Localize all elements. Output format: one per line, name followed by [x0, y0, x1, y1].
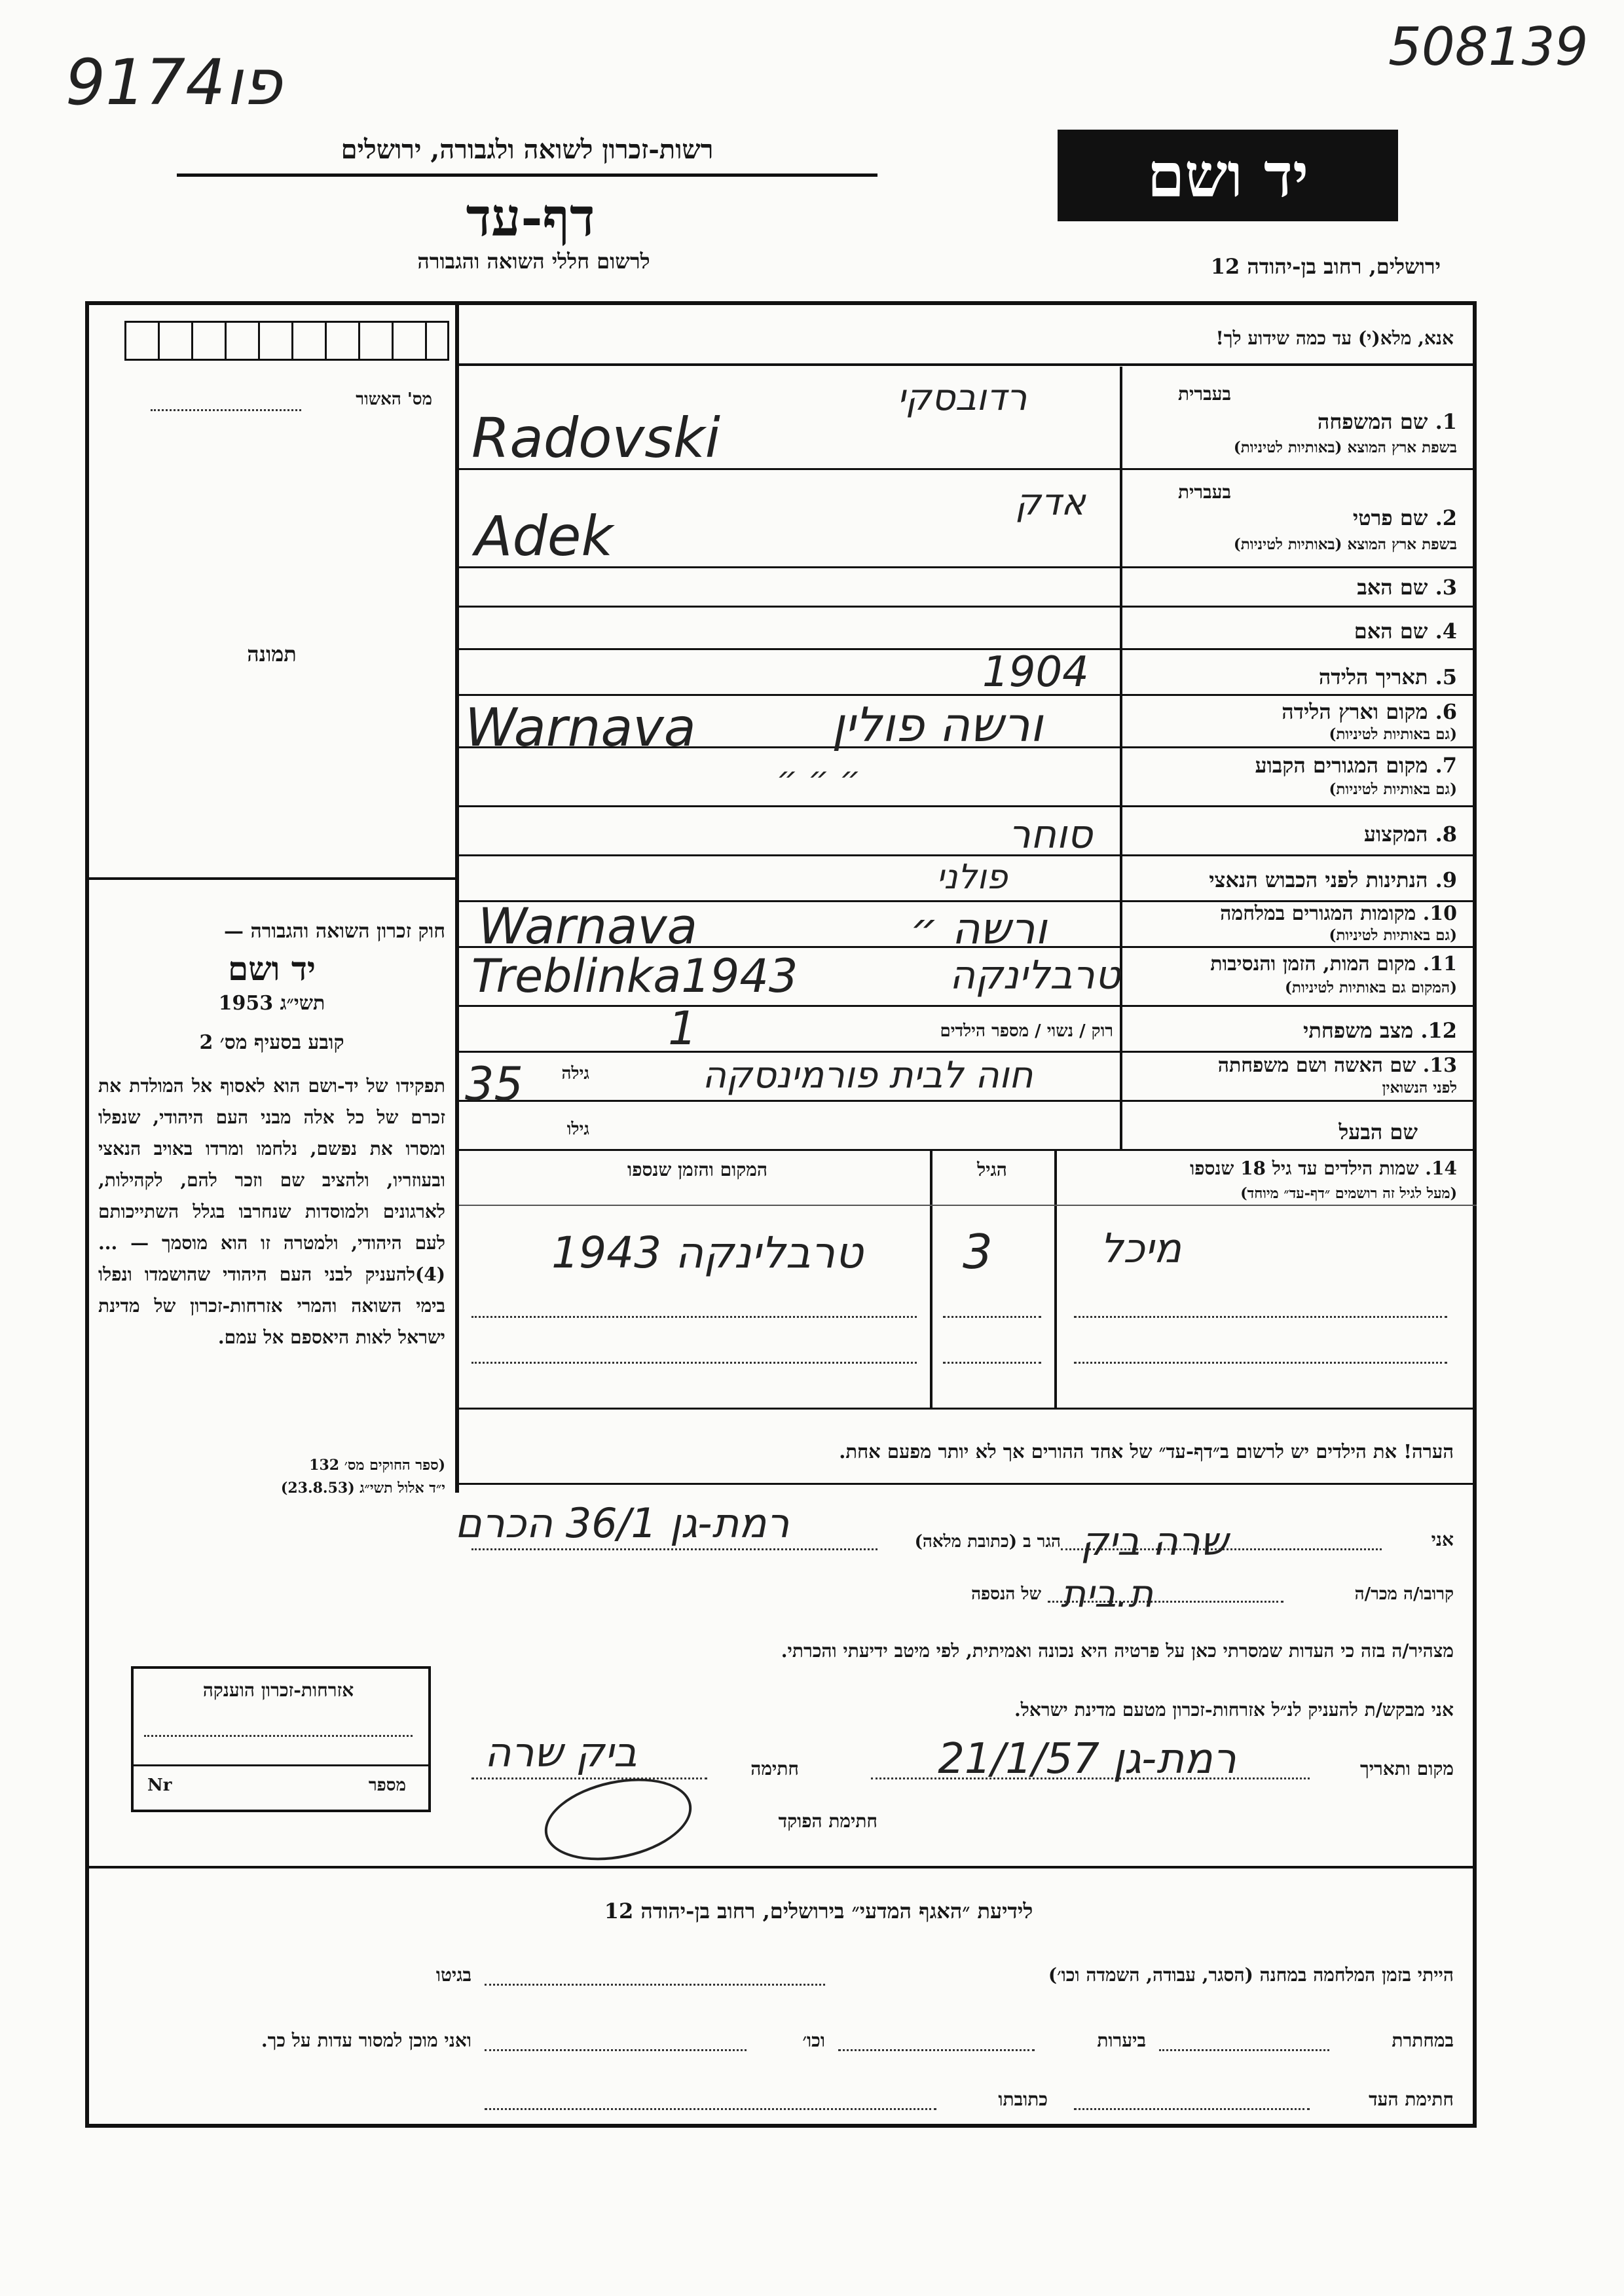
law-body: תפקידו של יד-ושם הוא לאסוף אל המולדת את זכרם של כל אלה מבני העם היהודי, שנפלו ומסרו את נפשם, נלחמו ומרדו באויב הנאצי ובעוזריו, ולהציב שם וזכר להם, לקהילות, לארגונים ולמוסדות שנחרבו בגלל השתייכותם לעם היהודי, ולמטרה זו הוא מוסמך — ...(4)להעניק לבני העם היהודי שהושמדו ונפלו בימי השואה והמרי אזרחות-זכרון של מדינת ישראל לאות היאספם אל עמם. [98, 1075, 445, 1348]
children-remark: הערה! את הילדים יש לרשום ב״דף-עד״ של אחד ההורים אך לא יותר מפעם אחת. [839, 1440, 1454, 1463]
hw-surname-latin: Radovski [471, 406, 721, 470]
hw-firstname-hebrew: אדק [1015, 481, 1086, 524]
hw-firstname-latin: Adek [475, 504, 614, 568]
declarant-label: אני [1431, 1529, 1454, 1550]
hw-surname-hebrew: רדובסקי [897, 376, 1027, 419]
field-7-note: (גם באותיות לטיניות) [1329, 780, 1457, 798]
hw-birth-place-latin: Warnava [465, 697, 696, 758]
approval-number-boxes [124, 321, 449, 361]
hw-birth-year: 1904 [982, 648, 1089, 697]
children-note: (מעל לגיל זה רושמים ״דף-עד״ מיוחד) [1240, 1185, 1457, 1202]
in-hebrew-label-2: בעברית [1177, 481, 1231, 503]
hw-residence: ״ ״ ״ [776, 759, 861, 797]
hw-death-place-hebrew: טרבלינקה [950, 953, 1120, 998]
field-2-label: 2. שם פרטי [1352, 505, 1457, 530]
footer-etc-label: וכו׳ [802, 2030, 825, 2051]
hw-wartime-residence-hebrew: ורשה ״ [910, 903, 1047, 954]
photo-label: תמונה [247, 642, 297, 666]
address-header: ירושלים, רחוב בן-יהודה 12 [1210, 254, 1441, 279]
field-12-label: 12. מצב משפחתי [1303, 1018, 1457, 1043]
authority-title: רשות-זכרון לשואה ולגבורה, ירושלים [341, 134, 714, 165]
citizenship-nr-label: Nr [147, 1776, 172, 1795]
handwritten-file-code: פו9174 [65, 46, 282, 119]
law-ref-2: י״ד אלול תשי״ג (23.8.53) [280, 1480, 445, 1497]
citizenship-box-title: אזרחות-זכרון הוענקה [202, 1679, 354, 1701]
law-title: חוק זכרון השואה והגבורה — [224, 920, 445, 943]
footer-camp-label: הייתי בזמן המלחמה במחנה (הסגר, עבודה, השמדה וכו׳) [1048, 1964, 1454, 1986]
age-label-wife: גילה [561, 1064, 589, 1084]
hw-children-count: 1 [668, 1002, 697, 1055]
field-1-label: 1. שם המשפחה [1317, 409, 1457, 434]
hw-place-date: רמת-גן 21/1/57 [938, 1735, 1236, 1783]
hw-signature: ביק שרה [485, 1728, 637, 1776]
hw-nationality: פולני [936, 858, 1008, 897]
field-4-label: 4. שם האם [1354, 619, 1457, 644]
yad-vashem-logo: יד ושם [1058, 130, 1398, 221]
hw-child-place-time: 1943 טרבלינקה [551, 1228, 863, 1278]
field-7-label: 7. מקום המגורים הקבוע [1255, 753, 1457, 778]
officer-signature-label: חתימת הפוקד [778, 1810, 877, 1832]
hw-death-place-latin: Treblinka1943 [471, 949, 798, 1003]
footer-willing-label: ואני מוכן למסור עדות על כך. [261, 2030, 471, 2051]
in-hebrew-label-1: בעברית [1177, 383, 1231, 405]
residing-label: הגר ב (כתובת מלאה) [914, 1532, 1061, 1552]
footer-address-label: כתובתו [998, 2088, 1048, 2110]
footer-witness-signature-label: חתימת העד [1369, 2088, 1454, 2110]
of-deceased-label: של הנספה [971, 1584, 1041, 1604]
please-fill-note: אנא, מלא(י) עד כמה שידוע לך! [1215, 327, 1454, 349]
hw-child-name: מיכל [1100, 1224, 1181, 1272]
field-9-label: 9. הנתינות לפני הכבוש הנאצי [1209, 867, 1457, 892]
hw-declarant-name: שרה ביק [1080, 1519, 1228, 1565]
hw-birth-place-hebrew: ורשה פולין [832, 697, 1043, 752]
children-header: 14. שמות הילדים עד גיל 18 שנספו [1190, 1157, 1457, 1179]
law-year: 1953 תשי״ג [218, 992, 325, 1015]
field-10-label: 10. מקומות המגורים במלחמה [1220, 902, 1457, 925]
declaration-text: מצהיר/ה בזה כי העדות שמסרתי כאן על פרטיה היא נכונה ואמיתית, לפי מיטב ידיעתי והכרתי. [781, 1640, 1454, 1662]
form-subtitle: לרשום חללי השואה והגבורה [417, 249, 650, 274]
citizenship-number-label: מספר [368, 1776, 406, 1795]
field-2-note: בשפת ארץ המוצא (באותיות לטיניות) [1233, 536, 1457, 553]
footer-underground-label: במחתרת [1392, 2030, 1454, 2051]
request-text: אני מבקש/ת להעניק לנ״ל אזרחות-זכרון מטעם מדינת ישראל. [1014, 1699, 1454, 1721]
footer-forests-label: ביערות [1097, 2030, 1146, 2051]
footer-title: לידיעת ״האגף המדעי״ בירושלים, רחוב בן-יהודה 12 [604, 1899, 1033, 1923]
hw-wife-age: 35 [465, 1057, 524, 1111]
field-11-label: 11. מקום המות, הזמן והנסיבות [1210, 953, 1457, 975]
law-clause: קובע בסעיף מס׳ 2 [199, 1031, 344, 1054]
hw-relation: ת.בית [1061, 1571, 1154, 1616]
marital-options: רוק / נשוי / מספר הילדים [940, 1021, 1113, 1041]
hw-wife-name: חוה לבית פורמינסקה [702, 1054, 1033, 1097]
hw-declarant-address: רמת-גן 36/1 הכרם [454, 1499, 790, 1547]
relative-label: קרובו/ה מכר/ה [1354, 1584, 1454, 1604]
law-name: יד ושם [228, 949, 316, 988]
hw-wartime-residence-latin: Warnava [478, 897, 698, 955]
hw-child-age: 3 [963, 1224, 993, 1279]
husband-name-label: שם הבעל [1338, 1120, 1418, 1144]
place-date-label: מקום ותאריך [1359, 1758, 1454, 1779]
field-13-label: 13. שם האשה ושם משפחתה [1217, 1054, 1457, 1077]
field-1-note: בשפת ארץ המוצא (באותיות לטיניות) [1233, 439, 1457, 456]
field-8-label: 8. המקצוע [1363, 822, 1457, 847]
age-label-husband: גילו [566, 1120, 589, 1139]
footer-ghetto-label: בגיטו [435, 1964, 471, 1986]
field-3-label: 3. שם האב [1357, 575, 1457, 600]
field-10-note: (גם באותיות לטיניות) [1329, 926, 1457, 944]
children-col-age: הגיל [977, 1159, 1007, 1180]
hw-occupation: סוחר [1008, 812, 1093, 858]
field-6-label: 6. מקום וארץ הלידה [1282, 699, 1457, 724]
signature-label: חתימה [750, 1758, 799, 1779]
field-5-label: 5. תאריך הלידה [1318, 665, 1457, 689]
field-13-note: לפני הנשואין [1382, 1079, 1457, 1097]
law-ref-1: (ספר החוקים מס׳ 132 [309, 1457, 445, 1474]
field-11-note: (המקום גם באותיות לטיניות) [1285, 979, 1457, 996]
field-6-note: (גם באותיות לטיניות) [1329, 725, 1457, 743]
form-title: דף-עד [466, 187, 595, 248]
handwritten-page-number: 508139 [1388, 16, 1589, 77]
children-col-place: המקום והזמן שנספו [627, 1159, 767, 1180]
approval-number-label: מס' האשור [356, 390, 432, 409]
